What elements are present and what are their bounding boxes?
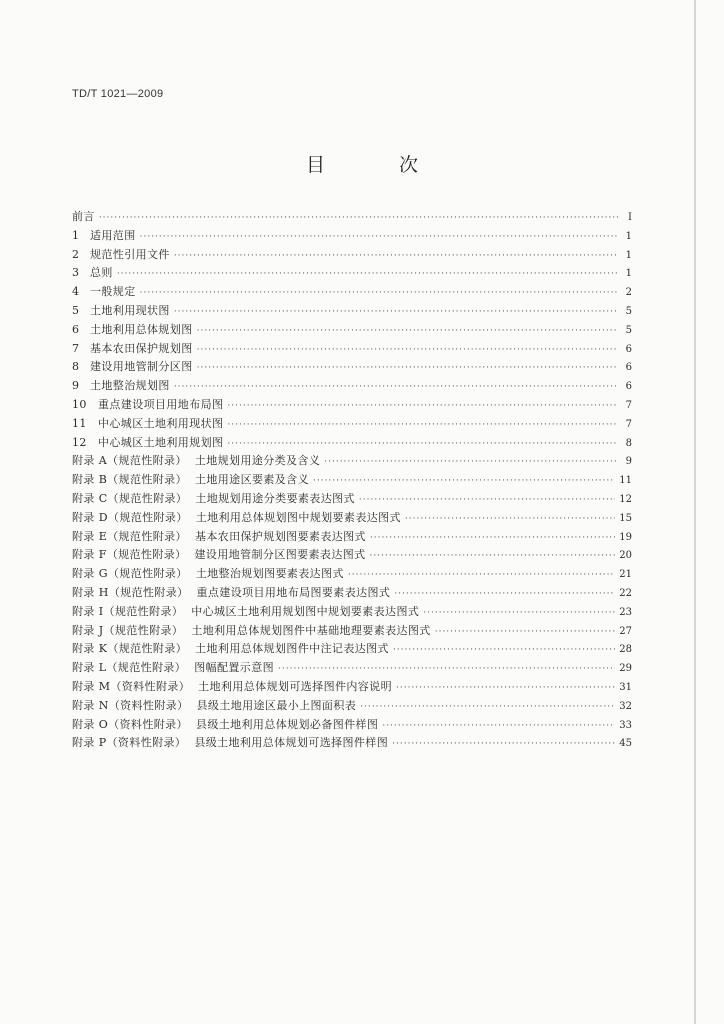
toc-entry-title: 县级土地利用总体规划可选择图件样图 [194,736,389,750]
toc-entry[interactable] [72,434,632,453]
toc-entry-title: 规范性引用文件 [90,247,170,261]
toc-entry[interactable] [72,565,632,584]
toc-entry[interactable] [72,716,632,735]
toc-entry-page: 7 [625,399,632,411]
toc-leader-dots [140,232,618,242]
toc-entry[interactable] [72,622,632,641]
toc-entry-page: 32 [619,700,632,712]
toc-entry-title: 土地利用总体规划图中规划要素表达图式 [195,510,401,524]
toc-entry-label: 前言 [72,210,95,223]
toc-entry-label [72,546,366,562]
toc-entry-label [72,264,113,280]
toc-entry[interactable] [72,584,632,603]
toc-entry-number: 附录 I（规范性附录） [72,604,184,618]
toc-entry-label [72,603,419,619]
toc-leader-dots [435,627,616,637]
toc-entry[interactable] [72,302,632,321]
toc-entry-number: 附录 P（资料性附录） [72,736,187,750]
toc-entry-page: 29 [619,663,632,675]
toc-entry[interactable] [72,490,632,509]
toc-entry-title: 土地利用总体规划图件中注记表达图式 [195,642,389,656]
toc-entry-label [72,716,378,732]
toc-entry-title: 适用范围 [90,228,136,242]
toc-entry-page: 23 [619,606,632,618]
toc-leader-dots [370,533,615,543]
toc-leader-dots [394,589,615,599]
toc-entry[interactable] [72,452,632,471]
toc-leader-dots [382,721,615,731]
toc-entry[interactable] [72,377,632,396]
toc-entry-page: 8 [625,437,632,449]
toc-entry[interactable] [72,734,632,753]
toc-entry-title: 土地整治规划图 [90,379,170,393]
toc-entry-number: 8 [72,360,80,374]
toc-entry[interactable] [72,321,632,340]
toc-entry-label [72,509,401,525]
toc-entry-page: 21 [619,569,632,581]
toc-entry-title: 重点建设项目用地布局图要素表达图式 [196,585,391,599]
toc-entry-label [72,471,309,487]
toc-entry-title: 一般规定 [90,285,136,299]
toc-entry-number: 4 [72,285,80,299]
toc-entry-title: 中心城区土地利用现状图 [98,416,224,430]
toc-entry[interactable] [72,603,632,622]
toc-entry-page: 1 [625,268,632,280]
toc-entry-number: 附录 E（规范性附录） [72,529,187,543]
toc-entry-number: 附录 D（规范性附录） [72,510,188,524]
toc-entry-label [72,490,355,506]
toc-entry-title: 土地利用总体规划可选择图件内容说明 [198,679,392,693]
toc-leader-dots [117,269,618,279]
toc-entry-page: 6 [625,381,632,393]
toc-leader-dots [197,363,618,373]
toc-entry-title: 总则 [90,266,113,280]
toc-entry-label [72,302,170,318]
toc-entry-title: 土地整治规划图要素表达图式 [195,567,344,581]
toc-entry-number: 6 [72,322,80,336]
toc-entry-page: 11 [619,475,632,487]
toc-entry-label [72,565,344,581]
toc-entry[interactable] [72,246,632,265]
toc-entry-label [72,584,390,600]
table-of-contents [72,208,632,753]
toc-entry-page: 5 [625,324,632,336]
toc-entry[interactable] [72,509,632,528]
toc-entry-title: 建设用地管制分区图 [90,360,193,374]
toc-entry-number: 附录 J（规范性附录） [72,623,184,637]
toc-entry[interactable] [72,528,632,547]
toc-entry[interactable] [72,415,632,434]
toc-entry-page: 2 [625,287,632,299]
toc-entry-page: 19 [619,531,632,543]
toc-entry-title: 图幅配置示意图 [194,661,275,675]
toc-entry-number: 11 [72,416,87,430]
toc-entry-title: 土地利用现状图 [90,303,170,317]
toc-entry-number: 1 [72,228,80,242]
toc-entry-page: 20 [619,550,632,562]
toc-leader-dots [313,476,615,486]
toc-entry-title: 建设用地管制分区图要素表达图式 [194,548,366,562]
toc-entry[interactable] [72,659,632,678]
toc-entry-page: 22 [619,587,632,599]
toc-entry-number: 10 [72,397,87,411]
toc-entry-page: 1 [625,249,632,261]
toc-entry-number: 附录 G（规范性附录） [72,567,188,581]
toc-entry-number: 2 [72,247,80,261]
toc-entry[interactable] [72,396,632,415]
toc-entry-number: 附录 L（规范性附录） [72,661,187,675]
toc-leader-dots [348,570,615,580]
toc-entry[interactable] [72,340,632,359]
toc-entry-title: 基本农田保护规划图 [90,341,193,355]
toc-entry-label [72,358,193,374]
toc-leader-dots [197,326,618,336]
toc-leader-dots [227,439,618,449]
toc-entry[interactable] [72,697,632,716]
toc-entry-number: 5 [72,303,80,317]
toc-entry-label [72,377,170,393]
toc-entry-page: 15 [619,512,632,524]
toc-leader-dots [393,645,615,655]
toc-leader-dots [227,401,618,411]
toc-entry-page: 27 [619,625,632,637]
toc-leader-dots [174,251,618,261]
standard-code: TD/T 1021—2009 [72,88,164,100]
toc-leader-dots [197,345,618,355]
toc-entry-title: 中心城区土地利用规划图 [98,435,224,449]
toc-entry[interactable] [72,358,632,377]
toc-entry-number: 7 [72,341,80,355]
toc-entry-number: 3 [72,266,80,280]
toc-entry-title: 重点建设项目用地布局图 [98,397,224,411]
page-title: 目 次 [305,154,453,176]
toc-entry-page: 6 [625,343,632,355]
toc-entry[interactable] [72,227,632,246]
toc-entry-title: 土地用途区要素及含义 [194,473,309,487]
toc-entry-number: 附录 K（规范性附录） [72,642,188,656]
toc-entry[interactable] [72,283,632,302]
toc-entry-page: 28 [619,644,632,656]
toc-leader-dots [140,288,618,298]
toc-leader-dots [174,382,618,392]
toc-leader-dots [360,702,615,712]
toc-entry-page: 33 [619,719,632,731]
toc-entry-number: 附录 A（规范性附录） [72,454,187,468]
toc-entry-page: 31 [619,681,632,693]
toc-entry-label [72,396,223,412]
toc-entry-label [72,659,274,675]
toc-entry-page: 5 [625,305,632,317]
toc-entry-page: 7 [625,418,632,430]
toc-leader-dots [278,664,615,674]
toc-entry-label [72,678,392,694]
toc-entry-label [72,697,356,713]
toc-entry-title: 中心城区土地利用规划图中规划要素表达图式 [191,604,420,618]
toc-entry-preface[interactable] [72,208,632,227]
toc-leader-dots [174,307,618,317]
toc-entry-number: 附录 O（资料性附录） [72,717,188,731]
toc-entry-number: 12 [72,435,87,449]
toc-entry-number: 附录 M（资料性附录） [72,679,191,693]
toc-leader-dots [392,739,615,749]
toc-leader-dots [405,514,615,524]
toc-entry-page: 12 [619,493,632,505]
toc-entry-number: 附录 N（资料性附录） [72,698,189,712]
toc-entry-page: 45 [619,738,632,750]
toc-entry[interactable] [72,640,632,659]
toc-entry-label [72,321,193,337]
toc-entry-page: I [628,212,632,223]
toc-entry[interactable] [72,471,632,490]
toc-entry-title: 土地利用总体规划图 [90,322,193,336]
toc-entry[interactable] [72,546,632,565]
toc-entry-label [72,734,388,750]
toc-entry-page: 9 [625,456,632,468]
toc-entry-number: 附录 H（规范性附录） [72,585,189,599]
toc-entry-label [72,622,431,638]
toc-entry-label [72,452,320,468]
toc-entry-page: 1 [625,230,632,242]
toc-entry-label [72,340,193,356]
toc-entry-label [72,227,136,243]
toc-entry-label [72,640,389,656]
toc-entry-title: 土地规划用途分类要素表达图式 [195,491,355,505]
toc-entry-title: 县级土地用途区最小上图面积表 [196,698,357,712]
toc-entry-label [72,246,170,262]
toc-entry-page: 6 [625,362,632,374]
toc-entry-number: 附录 C（规范性附录） [72,491,188,505]
toc-leader-dots [370,551,616,561]
toc-leader-dots [99,213,618,223]
toc-leader-dots [324,457,618,467]
toc-entry-number: 9 [72,379,80,393]
toc-entry-title: 基本农田保护规划图要素表达图式 [194,529,366,543]
toc-entry-label [72,415,223,431]
toc-entry-label [72,283,136,299]
toc-entry-title: 土地规划用途分类及含义 [194,454,321,468]
toc-entry-label [72,434,223,450]
toc-leader-dots [423,608,615,618]
toc-entry-number: 附录 F（规范性附录） [72,548,187,562]
toc-entry-label [72,528,366,544]
toc-entry-number: 附录 B（规范性附录） [72,473,187,487]
toc-leader-dots [359,495,615,505]
toc-entry[interactable] [72,678,632,697]
toc-leader-dots [227,420,618,430]
toc-leader-dots [396,683,615,693]
toc-entry-title: 土地利用总体规划图件中基础地理要素表达图式 [191,623,431,637]
toc-entry-title: 县级土地利用总体规划必备图件样图 [195,717,379,731]
toc-entry[interactable] [72,264,632,283]
